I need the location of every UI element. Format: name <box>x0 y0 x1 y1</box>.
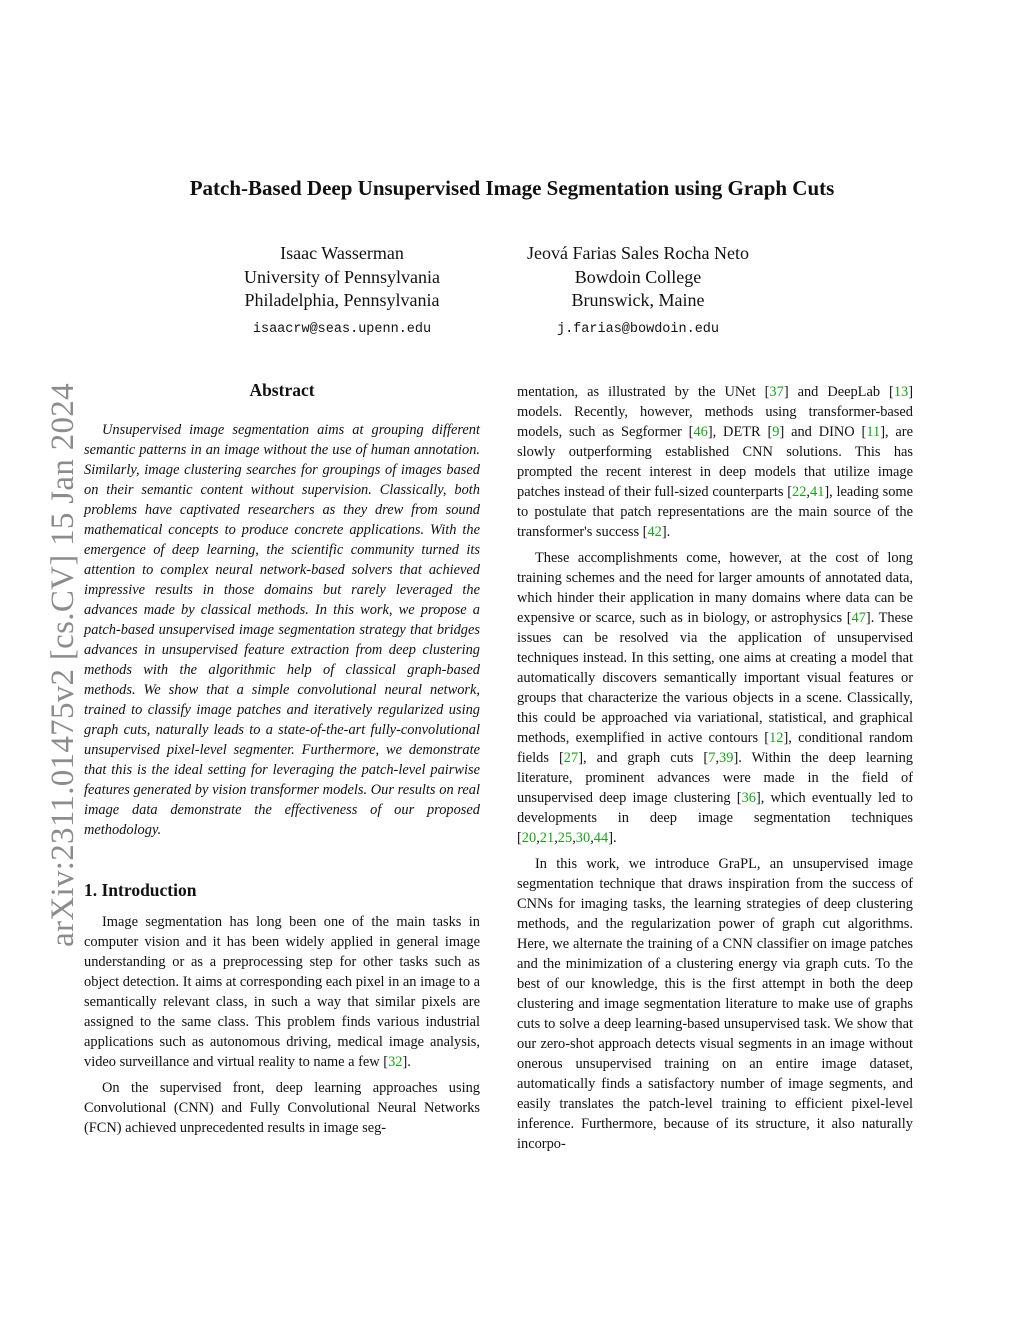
text-run: ]. <box>402 1054 411 1070</box>
citation-link[interactable]: 27 <box>563 750 579 766</box>
text-run: ], which eventually led to developments in deep image segmentation techniques [ <box>517 790 913 846</box>
left-column <box>84 380 480 1138</box>
intro-paragraph-2: On the supervised front, deep learning approaches using Convolutional (CNN) and Fully Convolutional Neural Networks (FCN) achieved unprecedented results in image seg- <box>84 1080 480 1136</box>
text-run: ], DETR [ <box>707 424 773 440</box>
citation-link[interactable]: 39 <box>719 750 734 766</box>
citation-link[interactable]: 20 <box>521 830 537 846</box>
text-run: ]. These issues can be resolved via the application of unsupervised techniques instead. In this setting, one aims at creating a model that automatically discovers semantically important visual features or groups that characterize the various objects in a scene. Classically, this could be approached via variational, statistical, and graphical methods, exemplified in active contours [ <box>517 610 913 746</box>
citation-link[interactable]: 44 <box>593 830 609 846</box>
text-run: ]. Within the deep learning literature, prominent advances were made in the field of unsupervised deep image clustering [ <box>517 750 913 806</box>
text-run: ], and graph cuts [ <box>578 750 709 766</box>
author-email[interactable]: isaacrw@seas.upenn.edu <box>252 321 432 337</box>
intro-paragraph-1 <box>84 912 480 1072</box>
abstract-heading: Abstract <box>249 380 315 400</box>
intro-paragraph-continued: mentation, as illustrated by the UNet [37] and DeepLab [13] models. Recently, however, methods using transformer-based models, such as Segformer [46], DETR [9] and DINO [11], are slowly outperforming established CNN solutions. This has prompted the recent interest in deep models that utilize image patches instead of their full-sized counterparts [22,41], leading some to postulate that patch representations are the main source of the transformer's success [42]. <box>517 384 913 540</box>
text-run: ], are slowly outperforming established CNN solutions. This has prompted the recent interest in deep models that utilize image patches instead of their full-sized counterparts [ <box>517 424 913 500</box>
arxiv-stamp: arXiv:2311.01475v2 [cs.CV] 15 Jan 2024 <box>45 383 81 947</box>
citation-link[interactable]: 47 <box>851 610 866 626</box>
text-run: ], conditional random fields [ <box>517 730 913 766</box>
abstract-text: Unsupervised image segmentation aims at grouping different semantic patterns in an image without the use of human annotation. Similarly, image clustering searches for groupings of images based on their semantic content without supervision. Classically, both problems have captivated researchers as they drew from sound mathematical concepts to produce concrete applications. With the emergence of deep learning, the scientific community turned its attention to complex neural network-based solvers that achieved impressive results in those domains but rarely leveraged the advances made by classical methods. In this work, we propose a patch-based unsupervised image segmentation strategy that bridges advances in unsupervised feature extraction from deep clustering methods with the algorithmic help of classical graph-based methods. We show that a simple convolutional neural network, trained to classify image patches and iteratively regularized using graph cuts, naturally leads to a state-of-the-art fully-convolutional unsupervised pixel-level segmenter. Furthermore, we demonstrate that this is the ideal setting for leveraging the patch-level pairwise features generated by vision transformer models. Our results on real image data demonstrate the effectiveness of our proposed methodology. <box>84 422 480 838</box>
citation-link[interactable]: 12 <box>769 730 784 746</box>
citation-link[interactable]: 7 <box>708 750 716 766</box>
citation-link[interactable]: 30 <box>575 830 591 846</box>
author-location: Brunswick, Maine <box>571 290 705 310</box>
citation-link[interactable]: 13 <box>893 384 909 400</box>
citation-link[interactable]: 42 <box>647 524 662 540</box>
citation-link[interactable]: 11 <box>866 424 881 440</box>
section-heading: 1. Introduction <box>84 880 197 900</box>
citation-link[interactable]: 21 <box>539 830 555 846</box>
citation-link[interactable]: 41 <box>810 484 825 500</box>
text-run: mentation, as illustrated by the UNet [ <box>517 384 770 400</box>
author-affiliation: University of Pennsylvania <box>244 266 440 287</box>
author-location: Philadelphia, Pennsylvania <box>244 290 440 310</box>
paper-title: Patch-Based Deep Unsupervised Image Segmentation using Graph Cuts <box>189 176 835 200</box>
text-run: These accomplishments come, however, at the cost of long training schemes and the need for larger amounts of annotated data, which hinder their application in many domains where data can be expensive or scarce, such as in biology, or astrophysics [ <box>517 550 913 626</box>
citation-link[interactable]: 37 <box>769 384 784 400</box>
intro-paragraph-4: In this work, we introduce GraPL, an unsupervised image segmentation technique that draws inspiration from the success of CNNs for imaging tasks, the learning strategies of deep clustering methods, and the regularization power of graph cut algorithms. Here, we alternate the training of a CNN classifier on image patches and the minimization of a clustering energy via graph cuts. To the best of our knowledge, this is the first attempt in both the deep clustering and image segmentation literature to make use of graphs cuts to solve a deep learning-based unsupervised task. We show that our zero-shot approach detects visual segments in an image without onerous unsupervised training on an entire image dataset, automatically finds a satisfactory number of image segments, and easily translates the patch-level training to efficient pixel-level inference. Furthermore, because of its structure, it also naturally incorpo- <box>517 856 913 1152</box>
author-name: Jeová Farias Sales Rocha Neto <box>527 243 749 263</box>
intro-paragraph-3: These accomplishments come, however, at the cost of long training schemes and the need for larger amounts of annotated data, which hinder their application in many domains where data can be expensive or scarce, such as in biology, or astrophysics [47]. These issues can be resolved via the application of unsupervised techniques instead. In this setting, one aims at creating a model that automatically discovers semantically important visual features or groups that characterize the various objects in a scene. Classically, this could be approached via variational, statistical, and graphical methods, exemplified in active contours [12], conditional random fields [27], and graph cuts [7,39]. Within the deep learning literature, prominent advances were made in the field of unsupervised deep image clustering [36], which eventually led to developments in deep image segmentation techniques [20,21,25,30,44]. <box>517 550 913 846</box>
text-run: ] and DeepLab [ <box>783 384 894 400</box>
author-block-2 <box>498 242 778 341</box>
text-run: ]. <box>608 830 617 846</box>
author-block-1 <box>222 242 462 341</box>
text-run: ], leading some to postulate that patch representations are the main source of the transformer's success [ <box>517 484 913 540</box>
author-email[interactable]: j.farias@bowdoin.edu <box>556 321 720 337</box>
author-name: Isaac Wasserman <box>280 243 404 263</box>
text-run: Image segmentation has long been one of the main tasks in computer vision and it has been widely applied in general image understanding or as a preprocessing step for other tasks such as object detection. It aims at corresponding each pixel in an image to a semantically relevant class, in such a way that similar pixels are assigned to the same class. This problem finds various industrial applications such as autonomous driving, medical image analysis, video surveillance and virtual reality to name a few [ <box>84 914 481 1070</box>
citation-link[interactable]: 9 <box>772 424 780 440</box>
citation-link[interactable]: 32 <box>388 1054 403 1070</box>
text-run: ]. <box>661 524 671 540</box>
author-affiliation: Bowdoin College <box>574 266 702 287</box>
text-run: ] models. Recently, however, methods using transformer-based models, such as Segformer [ <box>517 384 913 440</box>
citation-link[interactable]: 25 <box>557 830 573 846</box>
citation-link[interactable]: 36 <box>741 790 756 806</box>
right-column <box>517 382 913 1154</box>
citation-link[interactable]: 22 <box>792 484 807 500</box>
citation-link[interactable]: 46 <box>693 424 708 440</box>
text-run: ] and DINO [ <box>779 424 867 440</box>
